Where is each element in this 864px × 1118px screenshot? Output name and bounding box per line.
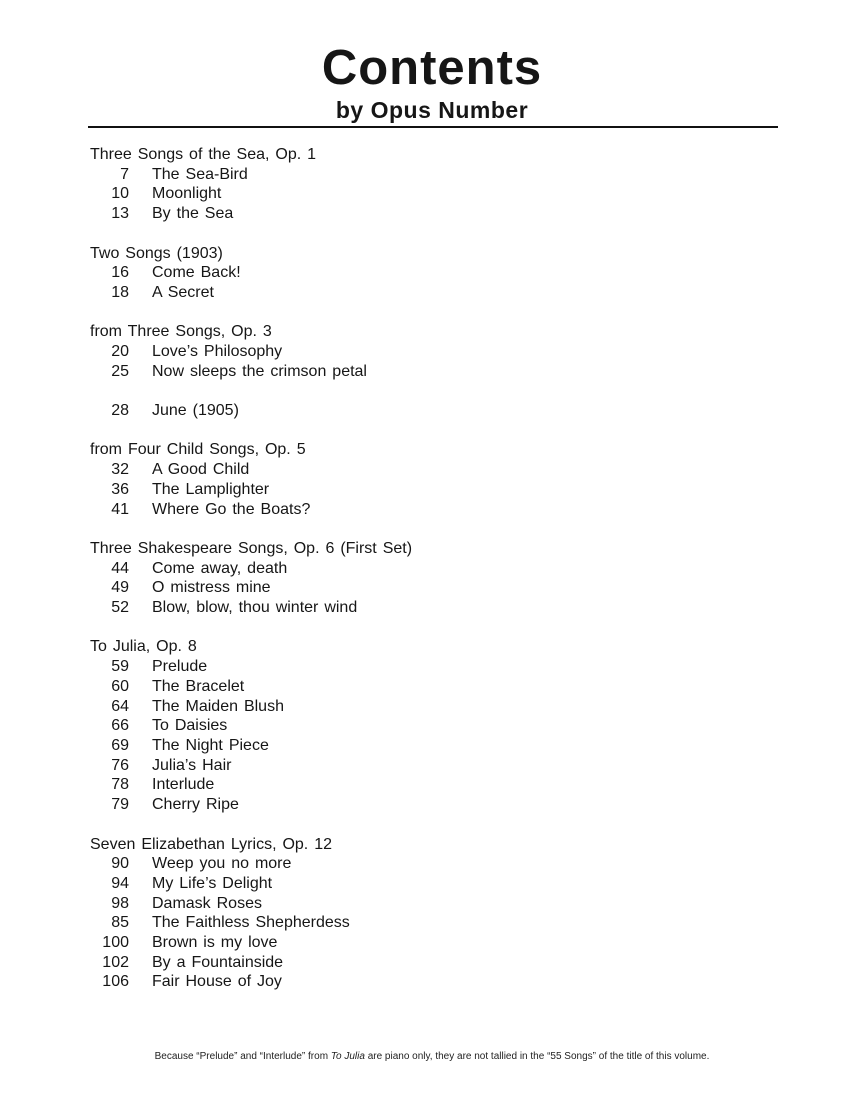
section-header: Three Songs of the Sea, Op. 1: [90, 146, 317, 163]
entry-song-title: The Bracelet: [152, 677, 245, 695]
toc-entry: [90, 598, 412, 618]
toc-entry: [90, 913, 412, 933]
toc-section: [90, 244, 412, 303]
entry-page-number: 69: [111, 737, 129, 754]
entry-page-number: 36: [111, 480, 129, 498]
toc-entry: [90, 756, 412, 776]
footnote-italic-title: To Julia: [330, 1051, 365, 1062]
entry-page-number: 79: [111, 796, 129, 814]
entry-song-title: By the Sea: [152, 205, 234, 223]
entry-song-title: Come Back!: [152, 264, 241, 282]
entry-song-title: Love’s Philosophy: [152, 343, 283, 360]
entry-page-number: 13: [111, 205, 129, 223]
entry-song-title: June (1905): [152, 402, 239, 420]
toc-entry: [90, 775, 412, 795]
toc-entry: [90, 283, 412, 303]
toc-entry: [90, 933, 412, 953]
entry-page-number: 94: [111, 874, 129, 892]
entry-song-title: By a Fountainside: [152, 953, 284, 971]
toc-entry: [90, 677, 412, 697]
entry-page-number: 100: [102, 934, 129, 952]
section-header: from Four Child Songs, Op. 5: [90, 441, 306, 459]
entry-page-number: 102: [102, 953, 129, 971]
entry-song-title: Blow, blow, thou winter wind: [152, 599, 358, 617]
entry-page-number: 25: [111, 362, 129, 380]
entry-page-number: 7: [120, 165, 129, 183]
toc-entry: [90, 165, 412, 185]
entry-song-title: Prelude: [152, 658, 208, 676]
entry-page-number: 98: [111, 894, 129, 912]
entry-page-number: 18: [111, 283, 129, 301]
entry-page-number: 20: [111, 343, 129, 360]
toc-section: [90, 539, 412, 618]
page-subtitle: by Opus Number: [335, 97, 529, 123]
entry-page-number: 49: [111, 579, 129, 597]
entry-song-title: Where Go the Boats?: [152, 500, 311, 518]
toc: [90, 145, 412, 1012]
footnote: [0, 1051, 864, 1062]
entry-page-number: 52: [111, 599, 129, 617]
page-title: Contents: [321, 41, 543, 95]
entry-song-title: Now sleeps the crimson petal: [152, 362, 367, 380]
toc-entry: [90, 204, 412, 224]
footnote-text-before: Because “Prelude” and “Interlude” from: [154, 1051, 331, 1062]
entry-song-title: A Good Child: [152, 461, 250, 479]
entry-page-number: 59: [111, 658, 129, 676]
toc-entry: [90, 874, 412, 894]
toc-entry: [90, 559, 412, 579]
toc-entry: [90, 460, 412, 480]
entry-song-title: A Secret: [152, 283, 214, 301]
toc-entry: [90, 184, 412, 204]
toc-entry: [90, 795, 412, 815]
entry-song-title: Moonlight: [152, 185, 222, 203]
entry-page-number: 66: [111, 717, 129, 735]
toc-entry: [90, 263, 412, 283]
toc-entry: [90, 697, 412, 717]
entry-song-title: The Lamplighter: [152, 480, 270, 498]
entry-song-title: Interlude: [152, 776, 215, 794]
entry-page-number: 76: [111, 756, 129, 774]
section-header: Seven Elizabethan Lyrics, Op. 12: [90, 835, 332, 853]
entry-song-title: The Night Piece: [152, 737, 269, 754]
entry-page-number: 60: [111, 677, 129, 695]
entry-song-title: To Daisies: [152, 717, 228, 735]
toc-entry: [90, 716, 412, 736]
entry-page-number: 16: [111, 264, 129, 282]
entry-song-title: Cherry Ripe: [152, 796, 239, 814]
entry-page-number: 106: [102, 973, 129, 991]
entry-page-number: 10: [111, 185, 129, 203]
entry-page-number: 41: [111, 500, 129, 518]
entry-song-title: Fair House of Joy: [152, 973, 282, 991]
entry-song-title: Come away, death: [152, 559, 288, 577]
toc-entry: [90, 500, 412, 520]
entry-song-title: The Faithless Shepherdess: [152, 914, 350, 932]
entry-song-title: The Sea-Bird: [152, 165, 248, 183]
entry-song-title: Brown is my love: [152, 934, 278, 952]
entry-song-title: O mistress mine: [152, 579, 271, 597]
toc-entry: [90, 657, 412, 677]
toc-section: [90, 401, 412, 421]
section-header: from Three Songs, Op. 3: [90, 323, 272, 341]
toc-entry: [90, 972, 412, 992]
toc-entry: [90, 854, 412, 874]
toc-entry: [90, 578, 412, 598]
toc-entry: [90, 894, 412, 914]
toc-entry: [90, 401, 412, 421]
entry-page-number: 78: [111, 776, 129, 794]
toc-entry: [90, 362, 412, 382]
entry-page-number: 64: [111, 697, 129, 715]
entry-page-number: 44: [111, 559, 129, 577]
entry-song-title: My Life’s Delight: [152, 874, 273, 892]
entry-song-title: The Maiden Blush: [152, 697, 284, 715]
toc-entry: [90, 736, 412, 756]
toc-section: [90, 835, 412, 993]
horizontal-rule: [88, 126, 778, 128]
toc-entry: [90, 953, 412, 973]
section-header: To Julia, Op. 8: [90, 638, 197, 656]
toc-entry: [90, 342, 412, 362]
toc-section: [90, 637, 412, 814]
entry-page-number: 28: [111, 402, 129, 420]
section-header: Two Songs (1903): [90, 244, 223, 262]
entry-song-title: Damask Roses: [152, 894, 262, 912]
toc-section: [90, 440, 412, 519]
section-header: Three Shakespeare Songs, Op. 6 (First Set): [90, 539, 413, 557]
toc-entry: [90, 480, 412, 500]
footnote-text-after: are piano only, they are not tallied in the “55 Songs” of the title of this volume.: [364, 1051, 710, 1062]
toc-section: [90, 322, 412, 381]
entry-song-title: Julia’s Hair: [152, 756, 232, 774]
entry-page-number: 85: [111, 914, 129, 932]
toc-section: [90, 145, 412, 224]
entry-page-number: 90: [111, 855, 129, 873]
entry-page-number: 32: [111, 461, 129, 479]
entry-song-title: Weep you no more: [152, 855, 292, 873]
page-header: [0, 41, 864, 124]
